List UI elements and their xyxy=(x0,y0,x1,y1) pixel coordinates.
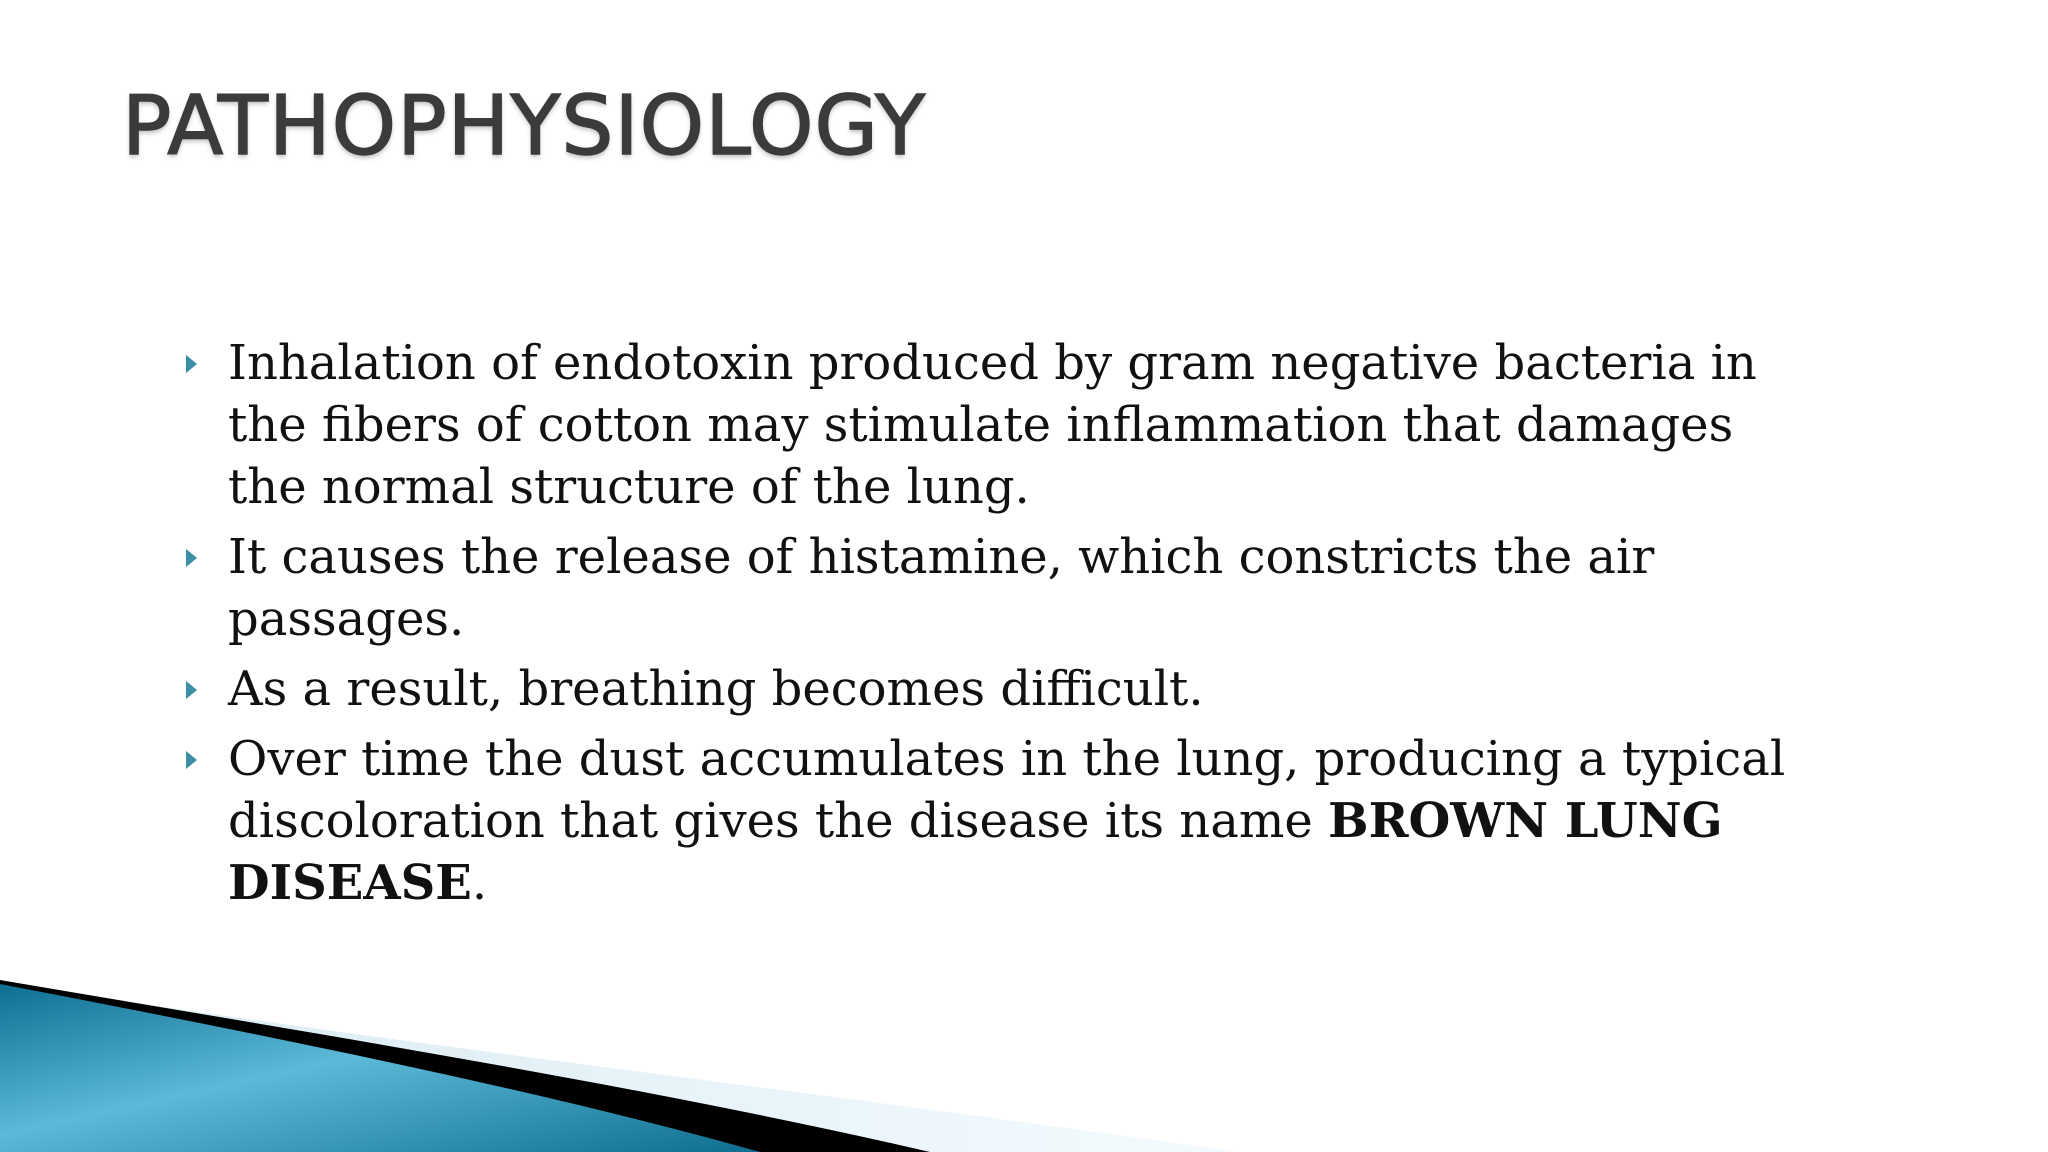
slide-title: PATHOPHYSIOLOGY xyxy=(122,79,927,174)
bullet-list xyxy=(180,332,1820,922)
triangle-bullet-icon xyxy=(186,355,197,373)
bullet-suffix: . xyxy=(471,855,488,911)
bullet-item xyxy=(180,728,1820,914)
bullet-text: Inhalation of endotoxin produced by gram negative bacteria in the fibers of cotton may stimulate inflammation that damages the normal structure of the lung. xyxy=(228,335,1757,515)
bullet-item xyxy=(180,332,1820,518)
bullet-item xyxy=(180,658,1820,720)
disease-name: BROWN LUNG DISEASE xyxy=(228,793,1723,911)
triangle-bullet-icon xyxy=(186,549,197,567)
bullet-item xyxy=(180,526,1820,650)
triangle-bullet-icon xyxy=(186,681,197,699)
footer-wave-decoration xyxy=(0,962,2048,1152)
triangle-bullet-icon xyxy=(186,751,197,769)
bullet-text: As a result, breathing becomes difficult. xyxy=(228,661,1204,717)
bullet-text: Over time the dust accumulates in the lung, producing a typical discoloration that gives the disease its name xyxy=(228,731,1786,849)
bullet-text: It causes the release of histamine, which constricts the air passages. xyxy=(228,529,1655,647)
footer-blue-band xyxy=(0,984,760,1152)
